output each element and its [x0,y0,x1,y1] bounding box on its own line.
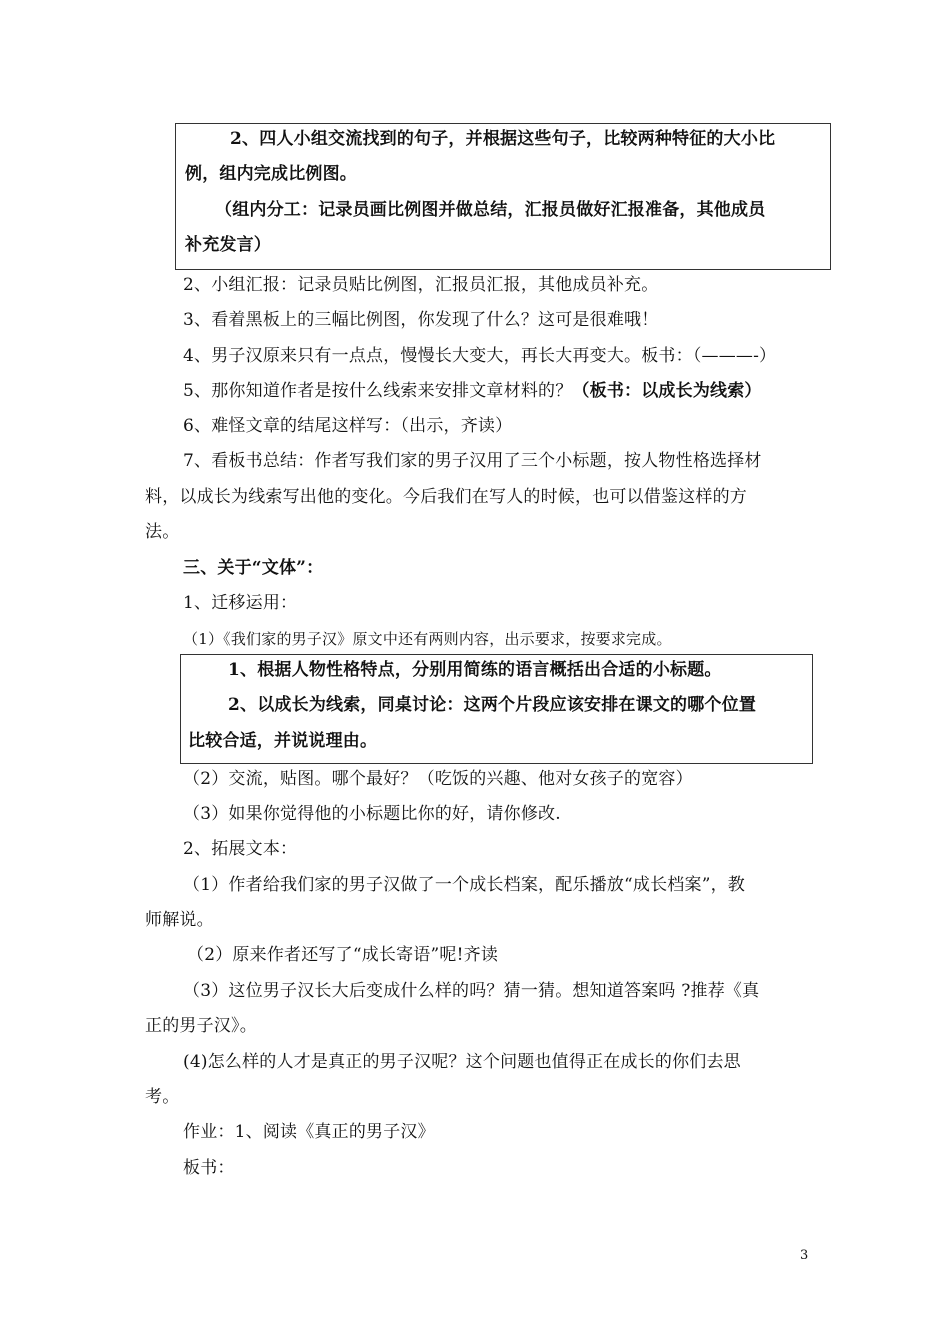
step-2: 2、小组汇报：记录员贴比例图，汇报员汇报，其他成员补充。 [183,275,659,295]
step-5-question: 5、那你知道作者是按什么线索来安排文章材料的？ [183,381,573,401]
extend-4-line-1: (4)怎么样的人才是真正的男子汉呢？这个问题也值得正在成长的你们去思 [183,1052,741,1072]
step-7-line-1: 7、看板书总结：作者写我们家的男子汉用了三个小标题，按人物性格选择材 [183,451,762,471]
section-3-item-1: 1、迁移运用： [183,593,298,613]
item-1-2: （2）交流，贴图。哪个最好？（吃饭的兴趣、他对女孩子的宽容） [183,769,693,789]
section-3-item-2: 2、拓展文本： [183,839,298,859]
step-4: 4、男子汉原来只有一点点，慢慢长大变大，再长大再变大。板书：（———-） [183,346,777,366]
box1-line-1: 2、四人小组交流找到的句子，并根据这些句子，比较两种特征的大小比 [230,129,776,149]
step-7-line-3: 法。 [145,522,180,542]
step-5 [183,380,762,402]
section-3-item-1-1: （1）《我们家的男子汉》原文中还有两则内容，出示要求，按要求完成。 [183,630,672,648]
extend-4-line-2: 考。 [145,1087,180,1107]
box1-line-3: （组内分工：记录员画比例图并做总结，汇报员做好汇报准备，其他成员 [215,200,766,220]
step-7-line-2: 料，以成长为线索写出他的变化。今后我们在写人的时候，也可以借鉴这样的方 [145,487,747,507]
box2-line-3: 比较合适，并说说理由。 [188,731,378,751]
section-3-heading: 三、关于“文体”： [183,558,324,578]
step-3: 3、看着黑板上的三幅比例图，你发现了什么？这可是很难哦！ [183,310,659,330]
box1-line-2: 例，组内完成比例图。 [185,164,357,184]
page-number: 3 [800,1248,809,1263]
step-6: 6、难怪文章的结尾这样写：（出示，齐读） [183,416,513,436]
extend-3-line-1: （3）这位男子汉长大后变成什么样的吗？猜一猜。想知道答案吗 ?推荐《真 [183,981,760,1001]
extend-2: （2）原来作者还写了“成长寄语”呢!齐读 [187,945,499,965]
box1-line-4: 补充发言） [185,235,271,255]
box2-line-2: 2、以成长为线索，同桌讨论：这两个片段应该安排在课文的哪个位置 [228,695,757,715]
step-5-board-note: （板书：以成长为线索） [572,381,762,401]
extend-1-line-1: （1）作者给我们家的男子汉做了一个成长档案，配乐播放“成长档案”，教 [183,875,745,895]
board-writing-label: 板书： [183,1158,235,1178]
box2-line-1: 1、根据人物性格特点，分别用简练的语言概括出合适的小标题。 [228,660,722,680]
extend-3-line-2: 正的男子汉》。 [145,1016,257,1036]
extend-1-line-2: 师解说。 [145,910,214,930]
item-1-3: （3）如果你觉得他的小标题比你的好，请你修改. [183,804,561,824]
homework: 作业：1、阅读《真正的男子汉》 [183,1122,435,1142]
